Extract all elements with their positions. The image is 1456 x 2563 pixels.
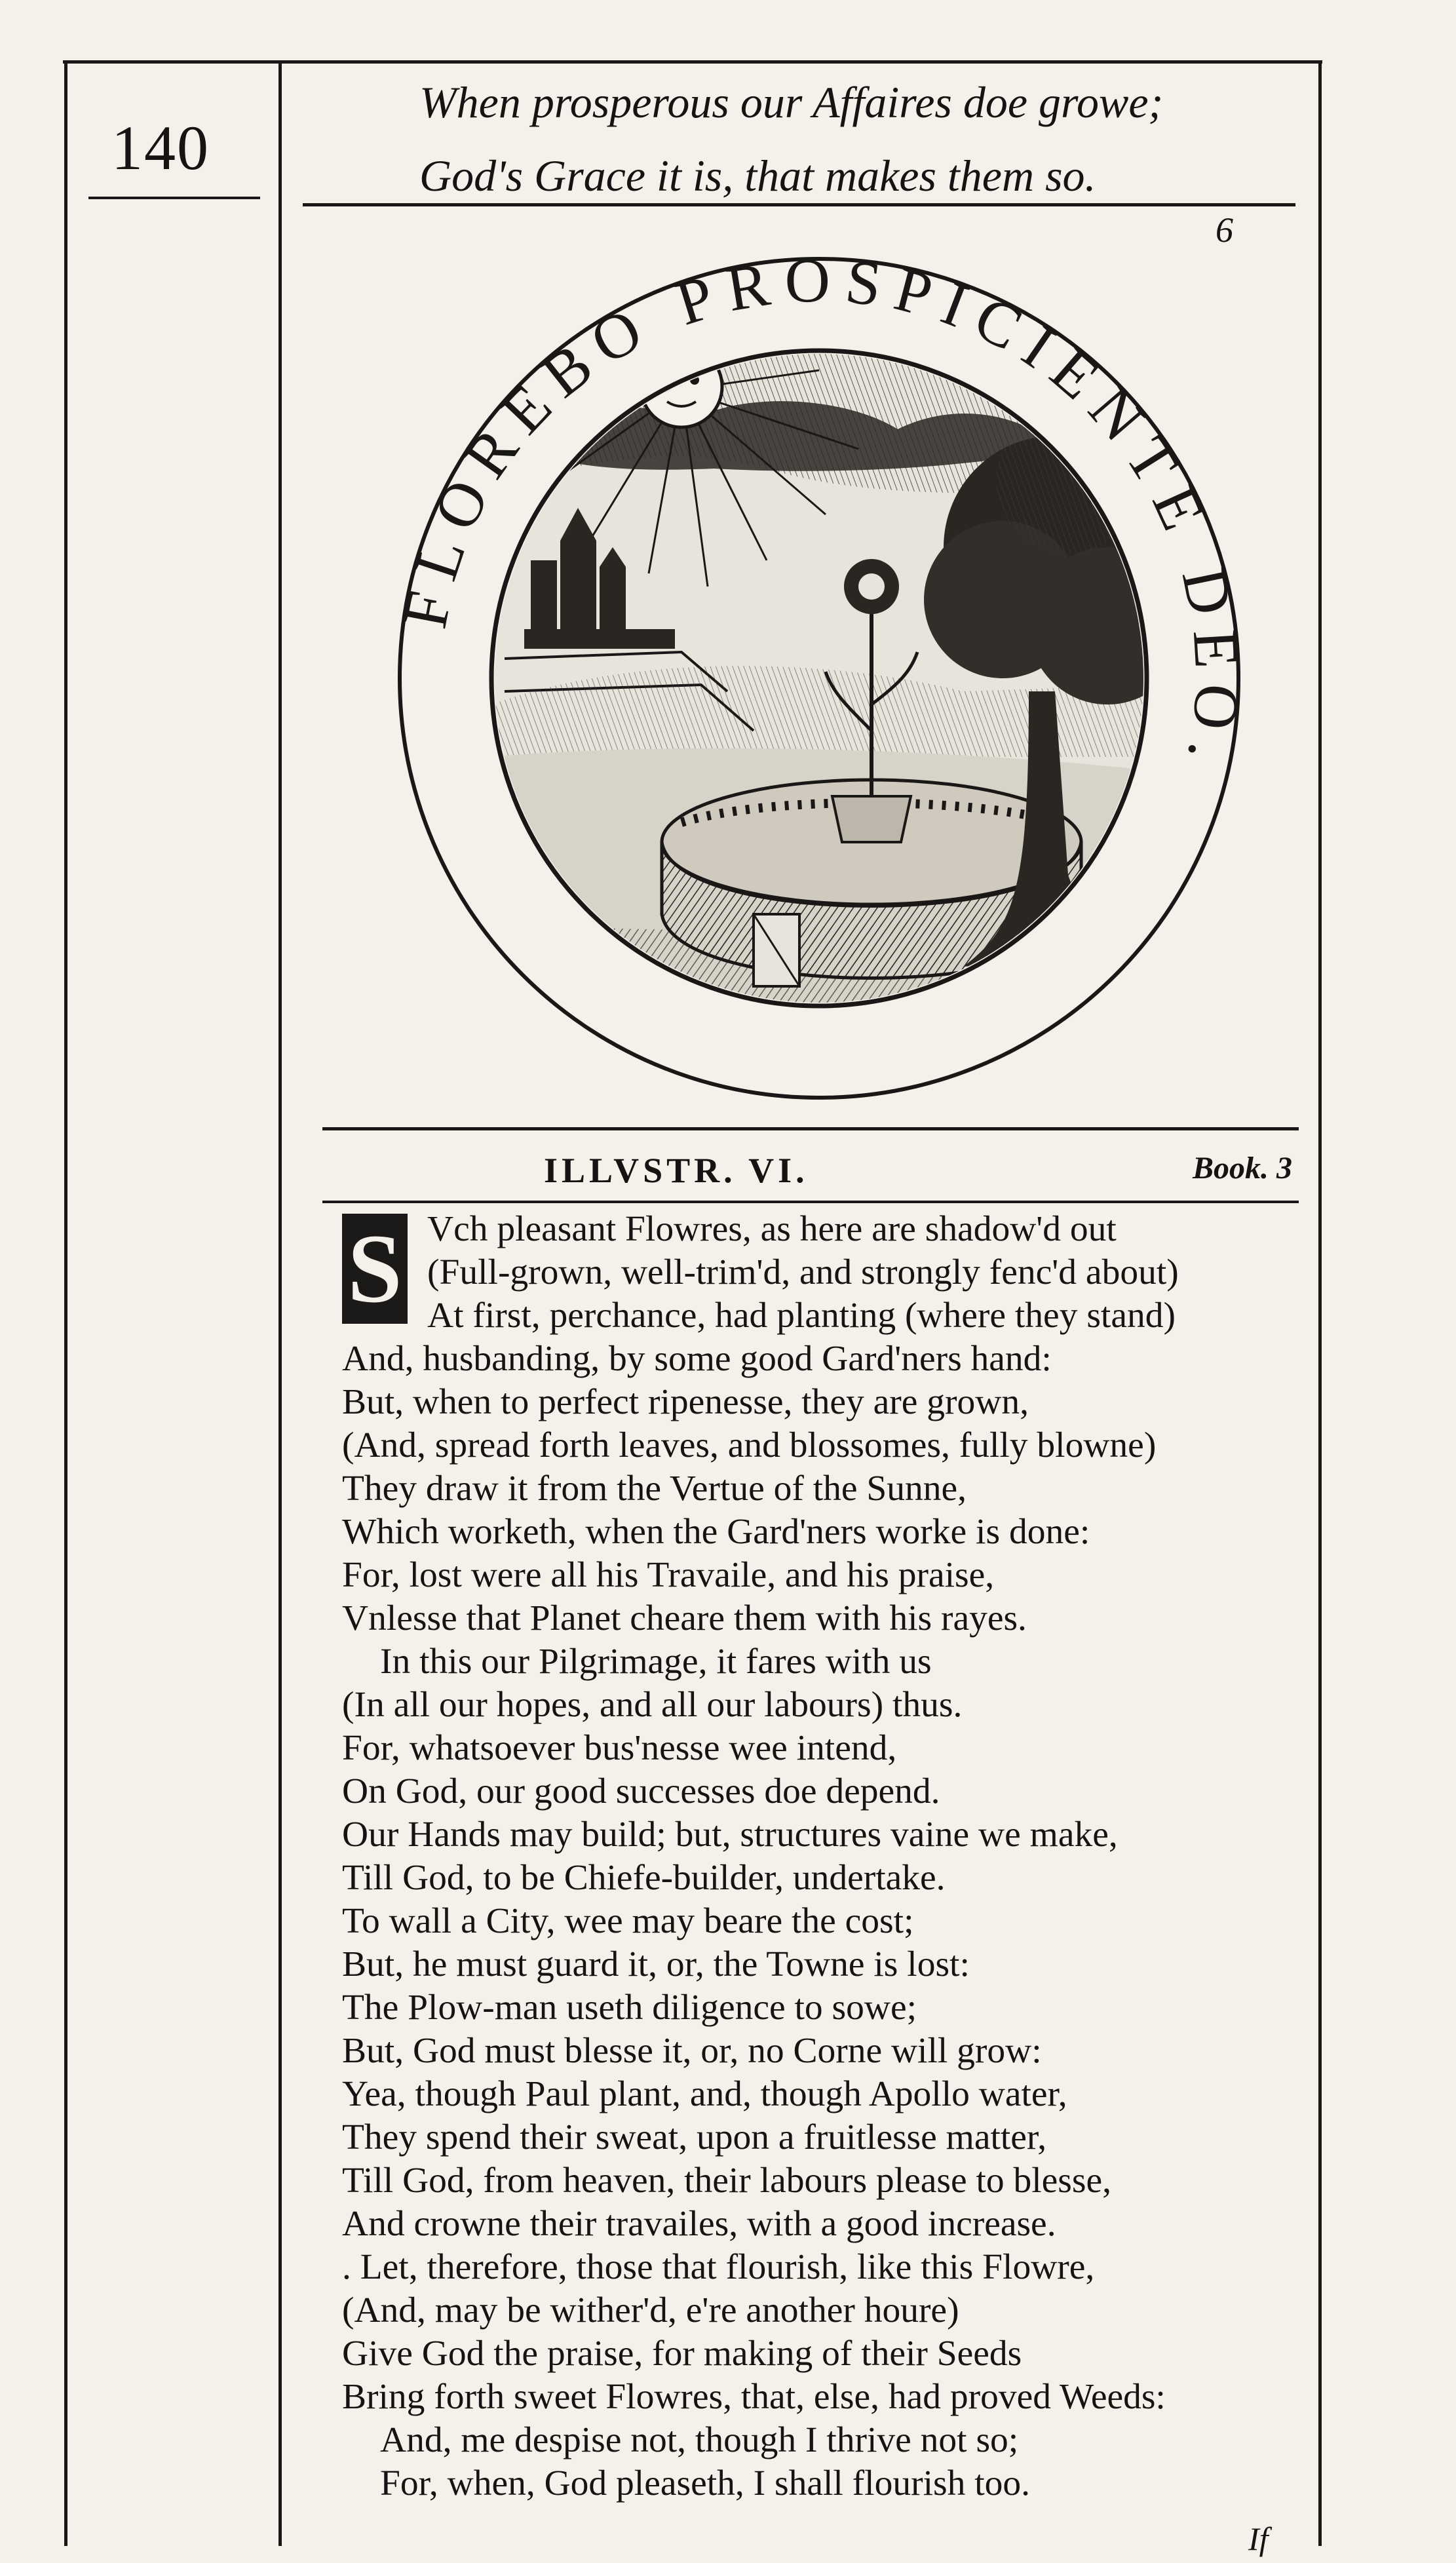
poem-line: For, when, God pleaseth, I shall flourish too. <box>380 2463 1031 2503</box>
illustration-caption: ILLVSTR. VI. <box>544 1151 809 1190</box>
poem-line: For, whatsoever bus'nesse wee intend, <box>342 1728 897 1768</box>
poem-line: Vnlesse that Planet cheare them with his rayes. <box>342 1598 1027 1638</box>
poem-line: Which worketh, when the Gard'ners worke is done: <box>342 1512 1090 1552</box>
poem-line: But, God must blesse it, or, no Corne will grow: <box>342 2031 1042 2071</box>
poem-line: Bring forth sweet Flowres, that, else, had proved Weeds: <box>342 2377 1166 2417</box>
emblem-medallion <box>374 233 1265 1124</box>
poem-line: To wall a City, wee may beare the cost; <box>342 1901 914 1941</box>
poem-line: For, lost were all his Travaile, and his praise, <box>342 1555 995 1595</box>
page-number-rule <box>88 197 260 199</box>
sun-face-icon <box>641 346 722 427</box>
plate-number: 6 <box>1216 210 1233 250</box>
poem-line: Yea, though Paul plant, and, though Apollo water, <box>342 2074 1067 2114</box>
poem-line: And, husbanding, by some good Gard'ners hand: <box>342 1339 1052 1379</box>
poem-text <box>342 1208 1299 2505</box>
poem-line: And crowne their travailes, with a good increase. <box>342 2204 1056 2244</box>
poem-line: (In all our hopes, and all our labours) thus. <box>342 1685 963 1725</box>
poem-line: They draw it from the Vertue of the Sunne, <box>342 1469 967 1509</box>
poem-line: Till God, from heaven, their labours please to blesse, <box>342 2161 1112 2201</box>
poem-line: At first, perchance, had planting (where they stand) <box>427 1296 1176 1336</box>
catchword: If <box>1248 2520 1269 2557</box>
poem-line: But, he must guard it, or, the Towne is lost: <box>342 1944 970 1984</box>
caption-bottom-rule <box>322 1201 1299 1203</box>
poem-line: Our Hands may build; but, structures vaine we make, <box>342 1815 1118 1855</box>
poem-line: Give God the praise, for making of their Seeds <box>342 2334 1022 2374</box>
emblem-scene <box>491 346 1186 1006</box>
poem-line: The Plow-man useth diligence to sowe; <box>342 1988 917 2028</box>
motto-line: When prosperous our Affaires doe growe; <box>419 77 1164 127</box>
poem-line: They spend their sweat, upon a fruitlesse matter, <box>342 2117 1047 2157</box>
page-number: 140 <box>111 113 210 183</box>
poem-line: On God, our good successes doe depend. <box>342 1771 940 1811</box>
drop-capital: S <box>342 1214 408 1324</box>
caption-top-rule <box>322 1127 1299 1130</box>
poem-line: . Let, therefore, those that flourish, like this Flowre, <box>342 2247 1095 2287</box>
poem-line: (And, spread forth leaves, and blossomes, fully blowne) <box>342 1425 1157 1465</box>
motto <box>419 66 1163 212</box>
motto-line: God's Grace it is, that makes them so. <box>419 151 1096 201</box>
poem-line: But, when to perfect ripenesse, they are grown, <box>342 1382 1029 1422</box>
inner-column-rule <box>278 62 282 2546</box>
poem-line: Vch pleasant Flowres, as here are shadow'd out <box>427 1209 1117 1249</box>
poem-line: (Full-grown, well-trim'd, and strongly fenc'd about) <box>427 1252 1179 1292</box>
right-column-rule <box>1318 62 1322 2546</box>
poem-line: In this our Pilgrimage, it fares with us <box>380 1642 932 1682</box>
emblem-legend-text: FLOREBO PROSPICIENTE DEO. <box>389 244 1254 780</box>
poem-line: And, me despise not, though I thrive not so; <box>380 2420 1019 2460</box>
poem-line: Till God, to be Chiefe-builder, undertake. <box>342 1858 946 1898</box>
book-label: Book. 3 <box>1193 1151 1293 1185</box>
left-margin-rule <box>64 62 67 2546</box>
poem-line: (And, may be wither'd, e're another houre) <box>342 2290 959 2330</box>
